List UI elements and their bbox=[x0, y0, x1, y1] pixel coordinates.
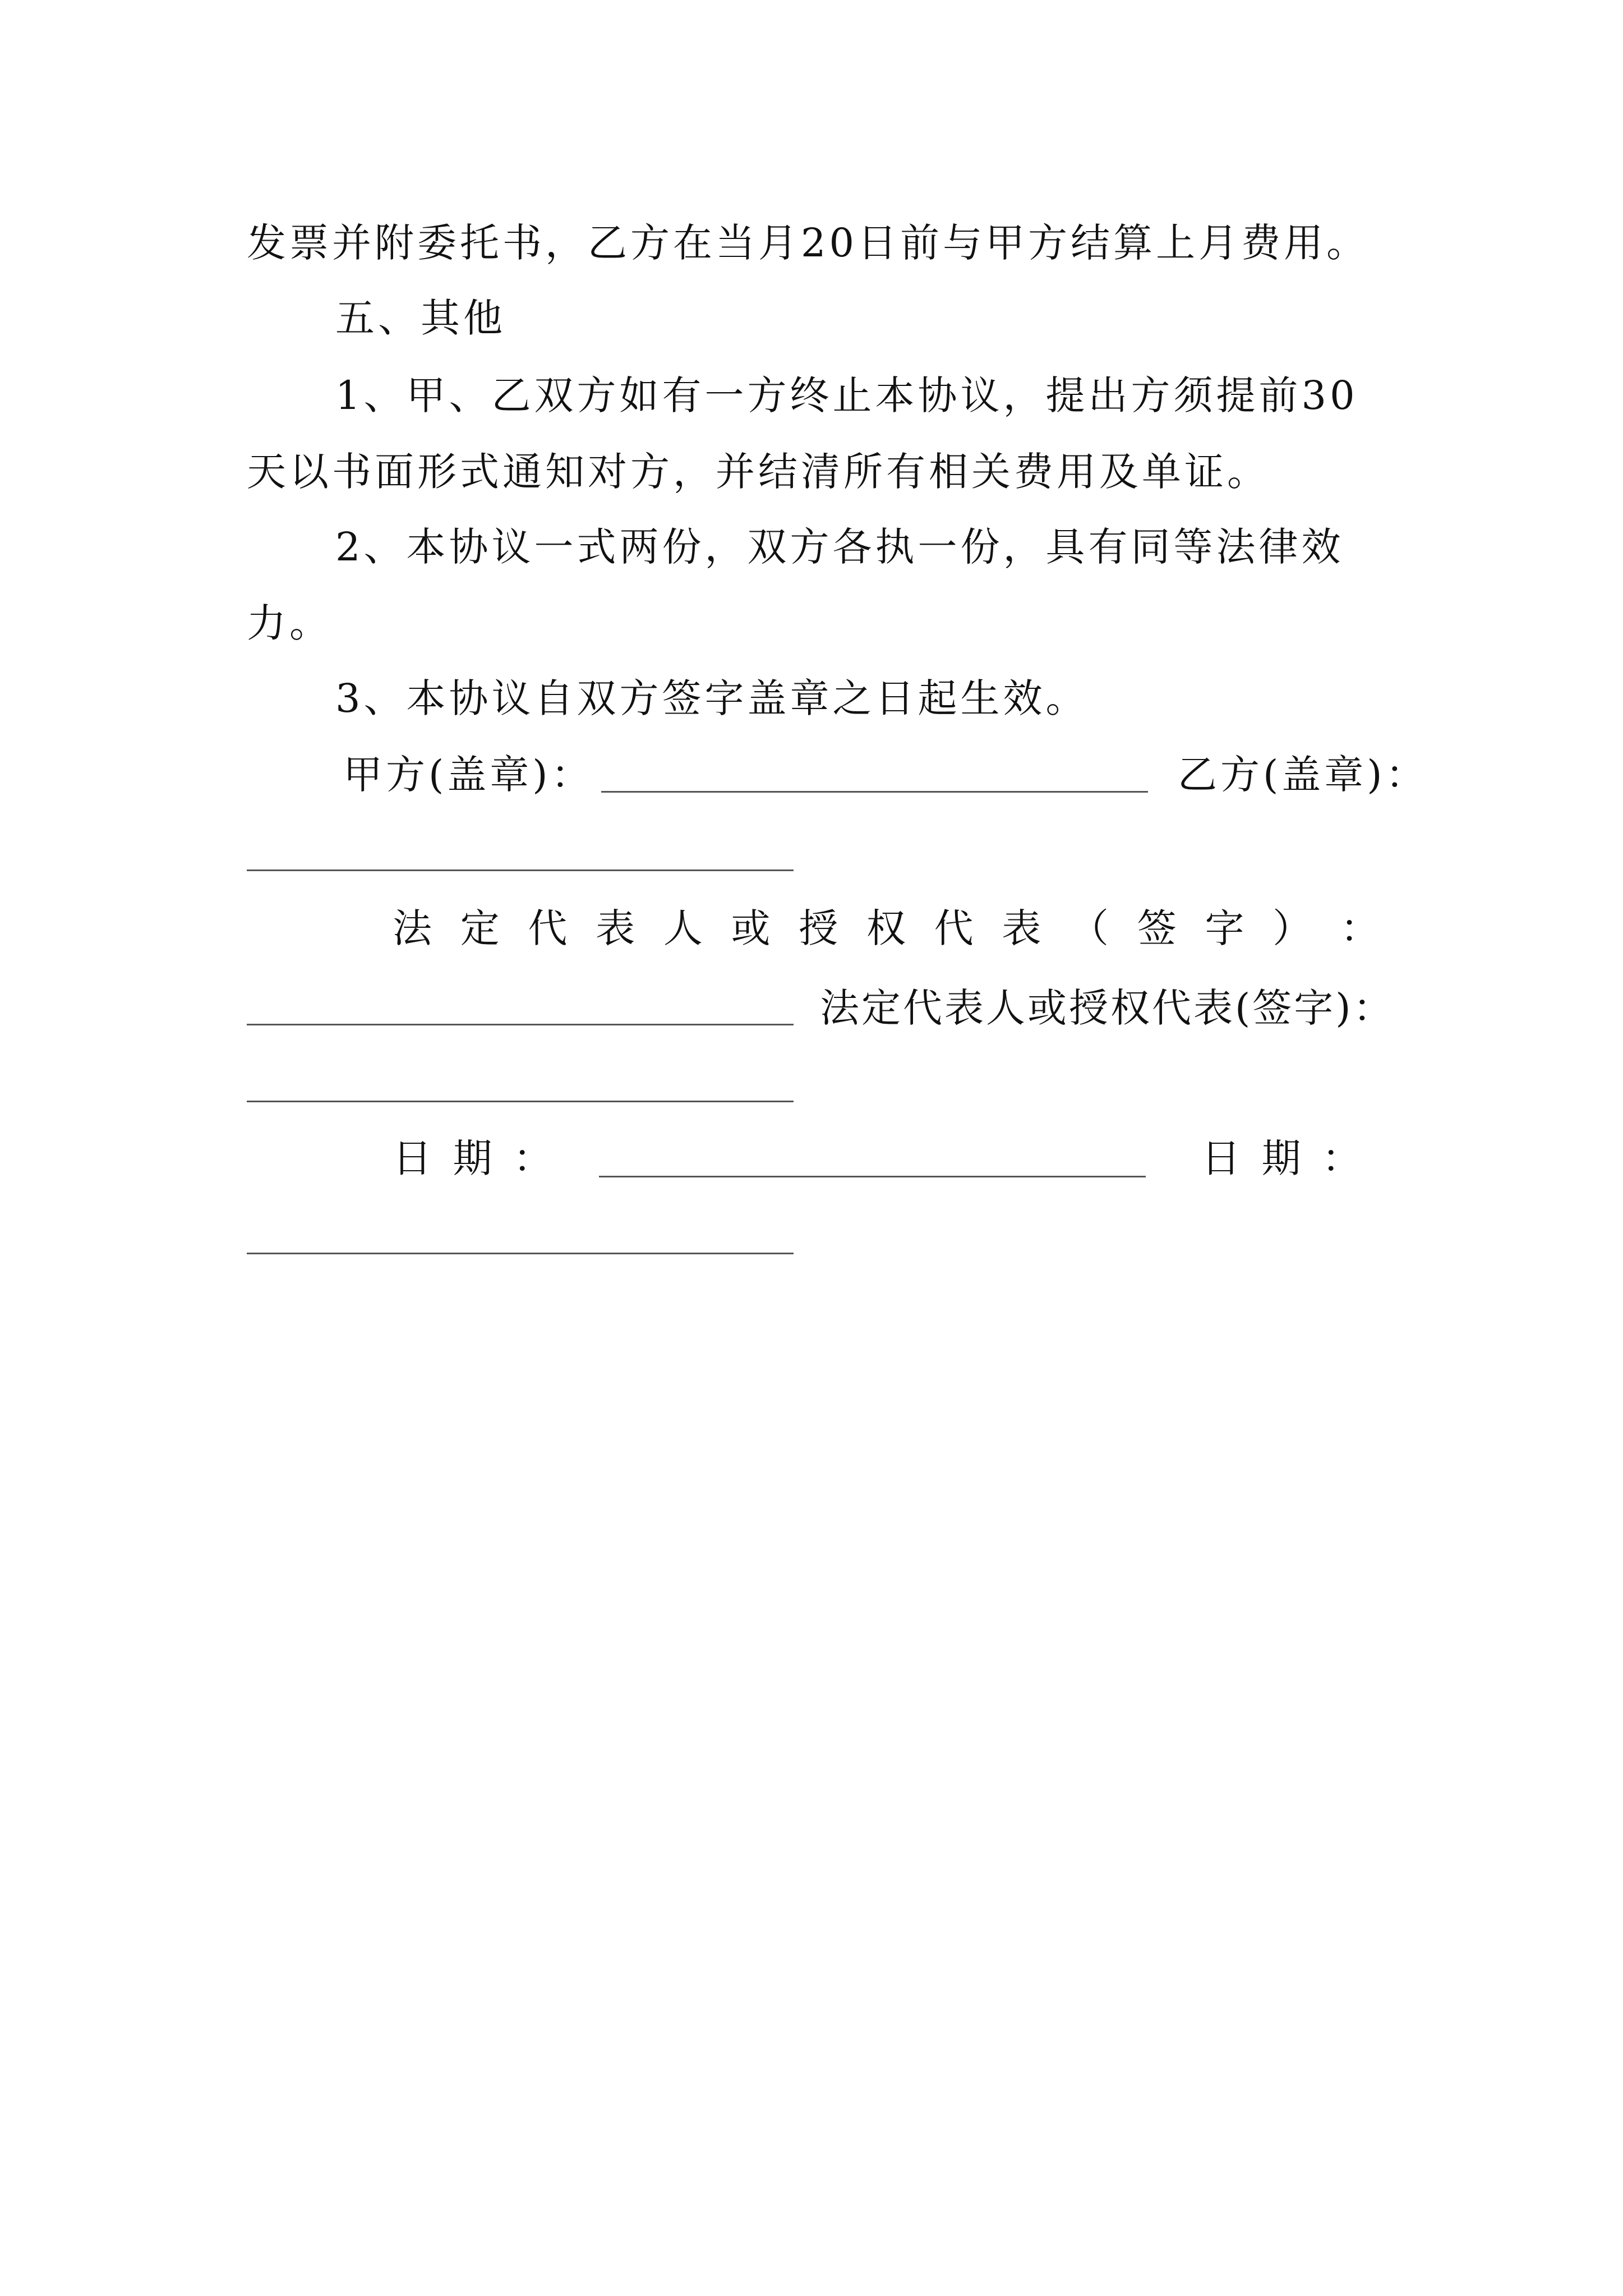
party-a-seal-label: 甲方(盖章)： bbox=[343, 752, 594, 798]
rep-char: 法 bbox=[393, 905, 432, 951]
date-char: 期 bbox=[453, 1135, 492, 1181]
clause-1-line-1: 1、甲、乙双方如有一方终止本协议，提出方须提前30 bbox=[335, 372, 1358, 418]
party-a-representative-underline bbox=[247, 1024, 794, 1025]
rep-char: 定 bbox=[460, 905, 500, 951]
party-b-date-underline bbox=[247, 1253, 794, 1254]
party-b-representative-label: 法定代表人或授权代表(签字)： bbox=[820, 985, 1395, 1031]
rep-char: 签 bbox=[1137, 905, 1177, 951]
rep-char: 表 bbox=[1002, 905, 1041, 951]
date-char: 日 bbox=[1201, 1135, 1241, 1181]
date-char: ： bbox=[1322, 1135, 1361, 1181]
date-char: 期 bbox=[1261, 1135, 1301, 1181]
rep-char: 或 bbox=[731, 905, 771, 951]
rep-char: 人 bbox=[663, 905, 703, 951]
rep-char: 代 bbox=[528, 905, 568, 951]
rep-char: 代 bbox=[934, 905, 974, 951]
date-char: 日 bbox=[393, 1135, 432, 1181]
rep-char: ： bbox=[1340, 905, 1380, 951]
rep-char: 权 bbox=[866, 905, 906, 951]
party-b-representative-underline bbox=[247, 1101, 794, 1102]
clause-3: 3、本协议自双方签字盖章之日起生效。 bbox=[335, 675, 1089, 721]
party-b-seal-underline bbox=[247, 869, 794, 871]
rep-char: 授 bbox=[799, 905, 838, 951]
rep-char: ） bbox=[1272, 905, 1312, 951]
rep-char: （ bbox=[1069, 905, 1109, 951]
party-b-date-label bbox=[1201, 1133, 1361, 1184]
section-heading-other: 五、其他 bbox=[335, 295, 506, 341]
clause-1-line-2: 天以书面形式通知对方，并结清所有相关费用及单证。 bbox=[247, 449, 1270, 495]
rep-char: 字 bbox=[1205, 905, 1244, 951]
party-a-seal-underline bbox=[601, 791, 1148, 793]
clause-2-line-2: 力。 bbox=[247, 600, 332, 646]
party-a-date-label bbox=[393, 1133, 552, 1184]
paragraph-invoice-settlement: 发票并附委托书，乙方在当月20日前与甲方结算上月费用。 bbox=[247, 220, 1370, 266]
clause-2-line-1: 2、本协议一式两份，双方各执一份，具有同等法律效 bbox=[335, 524, 1344, 570]
party-a-representative-label bbox=[393, 903, 1380, 954]
party-a-date-underline bbox=[599, 1176, 1146, 1177]
date-char: ： bbox=[513, 1135, 552, 1181]
party-b-seal-label: 乙方(盖章)： bbox=[1178, 752, 1428, 798]
rep-char: 表 bbox=[596, 905, 635, 951]
